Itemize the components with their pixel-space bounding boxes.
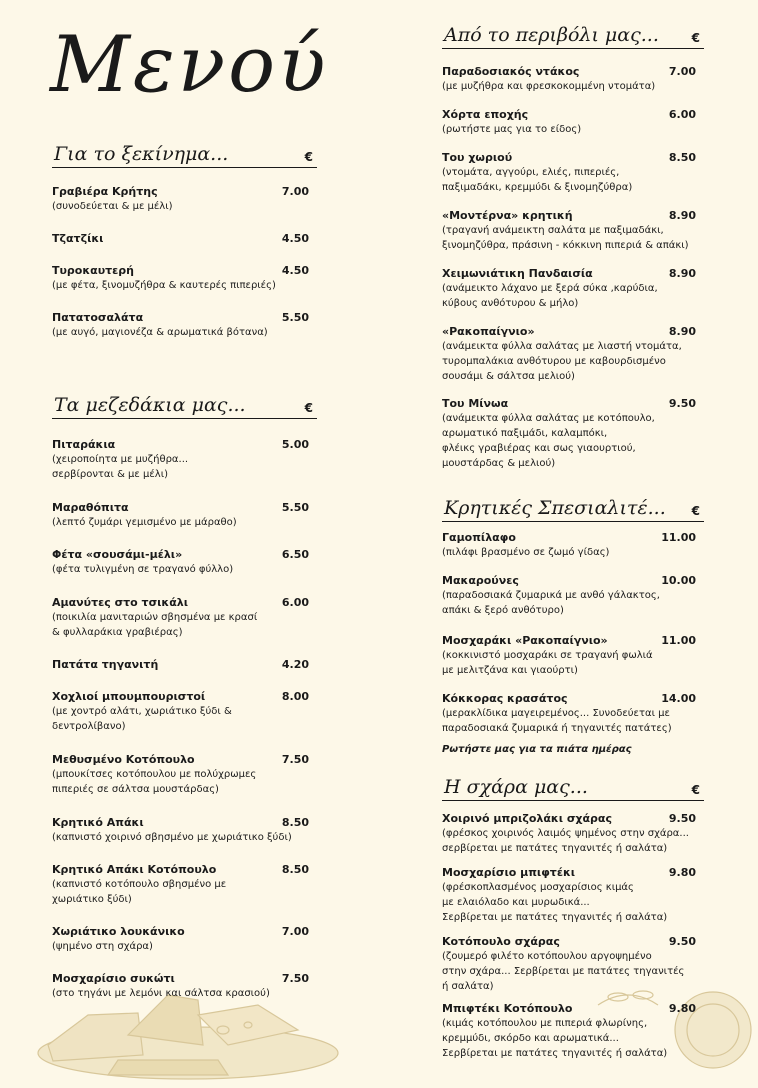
- item-name: Χοιρινό μπριζολάκι σχάρας: [442, 812, 612, 825]
- meze-section: [52, 390, 317, 999]
- item-price: 7.00: [668, 65, 696, 78]
- item-name: Κρητικό Απάκι Κοτόπουλο: [52, 863, 217, 876]
- item-desc: (στο τηγάνι με λεμόνι και σάλτσα κρασιού): [52, 988, 270, 999]
- item-price: 4.50: [281, 232, 309, 245]
- menu-item: [52, 263, 317, 293]
- item-price: 4.20: [281, 658, 309, 671]
- item-price: 11.00: [661, 634, 696, 647]
- menu-item: [442, 865, 704, 925]
- item-desc: μουστάρδας & μελιού): [442, 458, 556, 469]
- item-desc: (παραδοσιακά ζυμαρικά με ανθό γάλακτος,: [442, 590, 660, 601]
- item-name: Παραδοσιακός ντάκος: [442, 65, 580, 78]
- item-name: Μακαρούνες: [442, 574, 519, 587]
- menu-item: [52, 437, 317, 482]
- section-header: [442, 772, 704, 801]
- item-price: 7.50: [281, 972, 309, 985]
- menu-item: [442, 150, 704, 195]
- item-name: Τυροκαυτερή: [52, 264, 135, 277]
- item-desc: ξινομηζύθρα, πράσινη - κόκκινη πιπεριά & απάκι): [442, 240, 689, 251]
- item-desc: (πιλάφι βρασμένο σε ζωμό γίδας): [442, 547, 610, 558]
- item-name: Μοσχαρίσιο συκώτι: [52, 972, 175, 985]
- item-desc: Σερβίρεται με πατάτες τηγανιτές ή σαλάτα): [442, 1048, 668, 1059]
- item-desc: (φρέσκος χοιρινός λαιμός ψημένος στην σχάρα...: [442, 828, 689, 839]
- item-desc: (συνοδεύεται & με μέλι): [52, 201, 173, 212]
- item-name: Μοσχαρίσιο μπιφτέκι: [442, 866, 576, 879]
- currency-label: €: [691, 783, 700, 797]
- item-desc: (ποικιλία μανιταριών σβησμένα με κρασί: [52, 612, 258, 623]
- item-desc: Σερβίρεται με πατάτες τηγανιτές ή σαλάτα): [442, 912, 668, 923]
- currency-label: €: [304, 401, 313, 415]
- menu-item: [52, 595, 317, 640]
- menu-item: [52, 924, 317, 954]
- menu-item: [442, 934, 704, 994]
- menu-item: [442, 324, 704, 384]
- item-price: 14.00: [661, 692, 696, 705]
- item-name: Μοσχαράκι «Ρακοπαίγνιο»: [442, 634, 608, 647]
- item-price: 4.50: [281, 264, 309, 277]
- item-desc: σουσάμι & σάλτσα μελιού): [442, 371, 575, 382]
- item-price: 9.50: [668, 397, 696, 410]
- item-desc: (με αυγό, μαγιονέζα & αρωματικά βότανα): [52, 327, 268, 338]
- item-desc: παξιμαδάκι, κρεμμύδι & ξινομηζύθρα): [442, 182, 633, 193]
- item-desc: αρωματικό παξιμάδι, καλαμπόκι,: [442, 428, 608, 439]
- section-header: [52, 139, 317, 168]
- salads-section: [442, 20, 704, 469]
- item-desc: (ανάμεικτα φύλλα σαλάτας με κοτόπουλο,: [442, 413, 655, 424]
- item-price: 7.00: [281, 925, 309, 938]
- menu-item: [442, 208, 704, 253]
- section-title: Κρητικές Σπεσιαλιτέ...: [444, 497, 666, 519]
- item-desc: (κοκκινιστό μοσχαράκι σε τραγανή φωλιά: [442, 650, 653, 661]
- item-desc: με μελιτζάνα και γιαούρτι): [442, 665, 578, 676]
- section-header: [442, 20, 704, 49]
- menu-item: [442, 107, 704, 137]
- item-name: Πατατοσαλάτα: [52, 311, 144, 324]
- menu-item: [52, 500, 317, 530]
- item-desc: (με μυζήθρα και φρεσκοκομμένη ντομάτα): [442, 81, 656, 92]
- item-desc: (ανάμεικτα φύλλα σαλάτας με λιαστή ντομάτα,: [442, 341, 682, 352]
- item-name: Κρητικό Απάκι: [52, 816, 144, 829]
- menu-item: [52, 184, 317, 214]
- item-name: Πατάτα τηγανιτή: [52, 658, 159, 671]
- menu-item: [442, 811, 704, 856]
- item-name: Τζατζίκι: [52, 232, 104, 245]
- item-name: Χόρτα εποχής: [442, 108, 529, 121]
- section-title: Τα μεζεδάκια μας...: [54, 394, 246, 416]
- item-desc: με ελαιόλαδο και μυρωδικά...: [442, 897, 590, 908]
- menu-item: [442, 266, 704, 311]
- item-name: Χωριάτικο λουκάνικο: [52, 925, 185, 938]
- item-desc: (τραγανή ανάμεικτη σαλάτα με παξιμαδάκι,: [442, 225, 664, 236]
- item-name: Του χωριού: [442, 151, 513, 164]
- appetizers-section: [52, 139, 317, 338]
- item-name: «Μοντέρνα» κρητική: [442, 209, 573, 222]
- item-desc: παραδοσιακά ζυμαρικά ή τηγανιτές πατάτες): [442, 723, 672, 734]
- item-name: Χειμωνιάτικη Πανδαισία: [442, 267, 593, 280]
- item-name: Φέτα «σουσάμι-μέλι»: [52, 548, 183, 561]
- item-desc: (φρέσκοπλασμένος μοσχαρίσιος κιμάς: [442, 882, 634, 893]
- item-price: 8.90: [668, 325, 696, 338]
- item-desc: (καπνιστό χοιρινό σβησμένο με χωριάτικο ξύδι): [52, 832, 292, 843]
- item-price: 9.50: [668, 812, 696, 825]
- menu-item: [442, 691, 704, 736]
- item-desc: (με φέτα, ξινομυζήθρα & καυτερές πιπεριές): [52, 280, 276, 291]
- item-price: 9.80: [668, 866, 696, 879]
- currency-label: €: [691, 31, 700, 45]
- specialties-section: [442, 493, 704, 755]
- item-desc: φλέικς γραβιέρας και σως γιαουρτιού,: [442, 443, 636, 454]
- item-desc: κρεμμύδι, σκόρδο και αρωματικά...: [442, 1033, 619, 1044]
- item-price: 7.00: [281, 185, 309, 198]
- menu-title: Μενού: [50, 20, 329, 110]
- item-desc: σερβίρονται & με μέλι): [52, 469, 168, 480]
- menu-item: [442, 396, 704, 471]
- section-title: Από το περιβόλι μας...: [444, 24, 659, 46]
- item-desc: απάκι & ξερό ανθότυρο): [442, 605, 564, 616]
- menu-item: [52, 862, 317, 907]
- item-price: 6.00: [668, 108, 696, 121]
- menu-item: [442, 1001, 704, 1061]
- item-price: 8.90: [668, 267, 696, 280]
- item-price: 8.00: [281, 690, 309, 703]
- item-desc: χωριάτικο ξύδι): [52, 894, 132, 905]
- item-price: 10.00: [661, 574, 696, 587]
- item-price: 8.50: [668, 151, 696, 164]
- item-desc: σερβίρεται με πατάτες τηγανιτές ή σαλάτα): [442, 843, 668, 854]
- menu-item: [442, 633, 704, 678]
- section-title: Για το ξεκίνημα...: [54, 143, 229, 165]
- item-desc: (ψημένο στη σχάρα): [52, 941, 153, 952]
- section-title: Η σχάρα μας...: [444, 776, 588, 798]
- menu-item: [442, 530, 704, 560]
- item-name: Του Μίνωα: [442, 397, 509, 410]
- menu-item: [442, 573, 704, 618]
- item-desc: (λεπτό ζυμάρι γεμισμένο με μάραθο): [52, 517, 237, 528]
- item-price: 6.50: [281, 548, 309, 561]
- menu-item: [52, 310, 317, 340]
- item-desc: (μπουκίτσες κοτόπουλου με πολύχρωμες: [52, 769, 257, 780]
- currency-label: €: [304, 150, 313, 164]
- menu-item: [442, 64, 704, 94]
- item-name: Χοχλιοί μπουμπουριστοί: [52, 690, 206, 703]
- item-name: Αμανύτες στο τσικάλι: [52, 596, 189, 609]
- item-desc: (χειροποίητα με μυζήθρα...: [52, 454, 189, 465]
- item-desc: δεντρολίβανο): [52, 721, 126, 732]
- item-price: 8.90: [668, 209, 696, 222]
- currency-label: €: [691, 504, 700, 518]
- grill-section: [442, 772, 704, 1059]
- item-price: 5.50: [281, 501, 309, 514]
- item-desc: (με χοντρό αλάτι, χωριάτικο ξύδι &: [52, 706, 232, 717]
- item-price: 6.00: [281, 596, 309, 609]
- section-header: [52, 390, 317, 419]
- item-name: Μαραθόπιτα: [52, 501, 129, 514]
- item-desc: & φυλλαράκια γραβιέρας): [52, 627, 183, 638]
- item-price: 7.50: [281, 753, 309, 766]
- menu-item: [52, 547, 317, 577]
- item-name: Μπιφτέκι Κοτόπουλο: [442, 1002, 573, 1015]
- item-desc: (κιμάς κοτόπουλου με πιπεριά φλωρίνης,: [442, 1018, 648, 1029]
- item-price: 11.00: [661, 531, 696, 544]
- menu-item: [52, 689, 317, 734]
- item-name: Γραβιέρα Κρήτης: [52, 185, 158, 198]
- item-name: «Ρακοπαίγνιο»: [442, 325, 535, 338]
- item-name: Γαμοπίλαφο: [442, 531, 516, 544]
- item-desc: (μερακλίδικα μαγειρεμένος... Συνοδεύεται με: [442, 708, 670, 719]
- item-desc: στην σχάρα... Σερβίρεται με πατάτες τηγανιτές: [442, 966, 685, 977]
- item-price: 8.50: [281, 816, 309, 829]
- menu-item: [52, 657, 317, 672]
- item-desc: (ντομάτα, αγγούρι, ελιές, πιπεριές,: [442, 167, 620, 178]
- item-price: 9.80: [668, 1002, 696, 1015]
- section-header: [442, 493, 704, 522]
- menu-item: [52, 231, 317, 246]
- item-name: Κοτόπουλο σχάρας: [442, 935, 560, 948]
- daily-dishes-note: Ρωτήστε μας για τα πιάτα ημέρας: [442, 744, 632, 755]
- item-desc: (ζουμερό φιλέτο κοτόπουλου αργοψημένο: [442, 951, 652, 962]
- menu-item: [52, 971, 317, 1001]
- item-desc: (ρωτήστε μας για το είδος): [442, 124, 582, 135]
- item-price: 5.00: [281, 438, 309, 451]
- item-desc: (καπνιστό κοτόπουλο σβησμένο με: [52, 879, 227, 890]
- item-price: 8.50: [281, 863, 309, 876]
- item-price: 5.50: [281, 311, 309, 324]
- item-desc: (ανάμεικτο λάχανο με ξερά σύκα ,καρύδια,: [442, 283, 658, 294]
- item-desc: πιπεριές σε σάλτσα μουστάρδας): [52, 784, 219, 795]
- item-desc: ή σαλάτα): [442, 981, 494, 992]
- item-name: Κόκκορας κρασάτος: [442, 692, 568, 705]
- item-price: 9.50: [668, 935, 696, 948]
- item-desc: (φέτα τυλιγμένη σε τραγανό φύλλο): [52, 564, 234, 575]
- item-name: Πιταράκια: [52, 438, 116, 451]
- item-desc: κύβους ανθότυρου & μήλο): [442, 298, 579, 309]
- item-name: Μεθυσμένο Κοτόπουλο: [52, 753, 195, 766]
- menu-item: [52, 815, 317, 845]
- menu-item: [52, 752, 317, 797]
- item-desc: τυρομπαλάκια ανθότυρου με καβουρδισμένο: [442, 356, 666, 367]
